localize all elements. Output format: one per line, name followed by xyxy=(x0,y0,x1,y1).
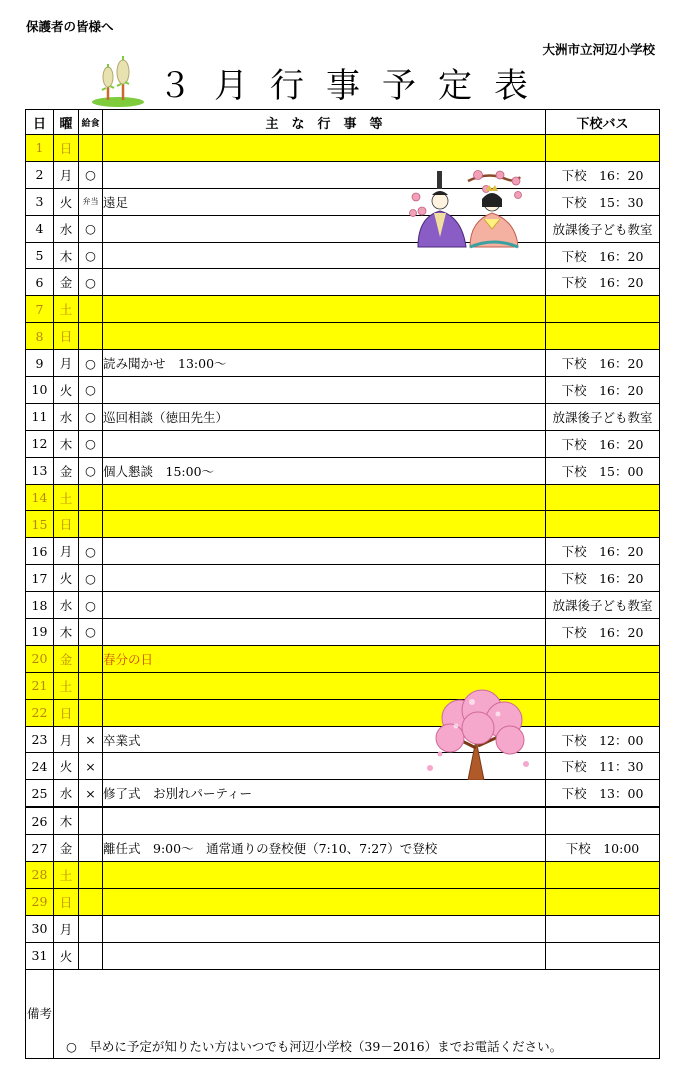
lunch-cell: ○ xyxy=(79,565,103,592)
table-row xyxy=(26,862,660,889)
school-name: 大洲市立河辺小学校 xyxy=(542,42,655,57)
bus-cell: 下校 16：20 xyxy=(546,430,660,457)
day-cell: 19 xyxy=(26,619,54,646)
dow-cell: 月 xyxy=(54,538,79,565)
event-cell xyxy=(103,484,546,511)
dow-cell: 月 xyxy=(54,726,79,753)
dow-cell: 土 xyxy=(54,672,79,699)
table-row xyxy=(26,807,660,834)
day-cell: 16 xyxy=(26,538,54,565)
bus-cell: 放課後子ども教室 xyxy=(546,403,660,430)
dow-cell: 水 xyxy=(54,215,79,242)
cherry-tree-icon xyxy=(422,688,532,780)
event-cell xyxy=(103,807,546,834)
lunch-cell xyxy=(79,835,103,862)
greeting: 保護者の皆様へ xyxy=(26,19,114,34)
col-day: 日 xyxy=(26,110,54,135)
lunch-cell xyxy=(79,807,103,834)
table-header xyxy=(26,110,660,135)
bus-cell: 下校 16：20 xyxy=(546,269,660,296)
lunch-cell: × xyxy=(79,780,103,807)
bus-cell xyxy=(546,135,660,162)
table-row xyxy=(26,565,660,592)
table-row xyxy=(26,484,660,511)
dow-cell: 水 xyxy=(54,592,79,619)
lunch-cell: ○ xyxy=(79,161,103,188)
event-cell xyxy=(103,377,546,404)
bus-cell: 下校 16：20 xyxy=(546,619,660,646)
bus-cell xyxy=(546,484,660,511)
table-row xyxy=(26,242,660,269)
bus-cell: 放課後子ども教室 xyxy=(546,215,660,242)
table-row xyxy=(26,403,660,430)
day-cell: 6 xyxy=(26,269,54,296)
lunch-cell: ○ xyxy=(79,269,103,296)
table-row xyxy=(26,753,660,780)
bus-cell xyxy=(546,645,660,672)
bus-cell xyxy=(546,511,660,538)
bus-cell: 下校 16：20 xyxy=(546,161,660,188)
day-cell: 23 xyxy=(26,726,54,753)
table-row xyxy=(26,780,660,807)
day-cell: 10 xyxy=(26,377,54,404)
bus-cell: 放課後子ども教室 xyxy=(546,592,660,619)
table-row xyxy=(26,619,660,646)
event-cell xyxy=(103,511,546,538)
event-cell: 遠足 xyxy=(103,188,546,215)
dow-cell: 月 xyxy=(54,350,79,377)
lunch-cell xyxy=(79,942,103,969)
dow-cell: 火 xyxy=(54,942,79,969)
dow-cell: 土 xyxy=(54,862,79,889)
table-row xyxy=(26,323,660,350)
event-cell xyxy=(103,565,546,592)
event-cell: 修了式 お別れパーティー xyxy=(103,780,546,807)
dow-cell: 火 xyxy=(54,753,79,780)
table-row xyxy=(26,269,660,296)
bus-cell xyxy=(546,672,660,699)
lunch-cell xyxy=(79,484,103,511)
day-cell: 5 xyxy=(26,242,54,269)
dow-cell: 月 xyxy=(54,915,79,942)
table-row xyxy=(26,135,660,162)
day-cell: 24 xyxy=(26,753,54,780)
day-cell: 8 xyxy=(26,323,54,350)
bus-cell: 下校 12：00 xyxy=(546,726,660,753)
day-cell: 31 xyxy=(26,942,54,969)
event-cell xyxy=(103,430,546,457)
bus-cell: 下校 15：30 xyxy=(546,188,660,215)
table-row xyxy=(26,699,660,726)
lunch-cell: ○ xyxy=(79,215,103,242)
day-cell: 21 xyxy=(26,672,54,699)
dow-cell: 火 xyxy=(54,188,79,215)
table-row xyxy=(26,296,660,323)
lunch-cell: × xyxy=(79,753,103,780)
lunch-cell xyxy=(79,672,103,699)
lunch-cell xyxy=(79,511,103,538)
schedule-table xyxy=(25,109,660,1059)
day-cell: 25 xyxy=(26,780,54,807)
day-cell: 12 xyxy=(26,430,54,457)
event-cell xyxy=(103,619,546,646)
dow-cell: 木 xyxy=(54,430,79,457)
lunch-cell xyxy=(79,296,103,323)
day-cell: 22 xyxy=(26,699,54,726)
dow-cell: 火 xyxy=(54,565,79,592)
day-cell: 30 xyxy=(26,915,54,942)
lunch-cell xyxy=(79,323,103,350)
bus-cell: 下校 16：20 xyxy=(546,242,660,269)
event-cell xyxy=(103,942,546,969)
bus-cell xyxy=(546,699,660,726)
col-bus: 下校バス xyxy=(546,110,660,135)
dow-cell: 日 xyxy=(54,511,79,538)
day-cell: 18 xyxy=(26,592,54,619)
table-row xyxy=(26,942,660,969)
col-events: 主 な 行 事 等 xyxy=(103,110,546,135)
bus-cell xyxy=(546,888,660,915)
dow-cell: 月 xyxy=(54,161,79,188)
day-cell: 13 xyxy=(26,457,54,484)
event-cell xyxy=(103,915,546,942)
day-cell: 27 xyxy=(26,835,54,862)
lunch-cell: ○ xyxy=(79,403,103,430)
dow-cell: 土 xyxy=(54,296,79,323)
lunch-cell: ○ xyxy=(79,377,103,404)
day-cell: 15 xyxy=(26,511,54,538)
dow-cell: 金 xyxy=(54,457,79,484)
event-cell: 個人懇談 15:00～ xyxy=(103,457,546,484)
day-cell: 28 xyxy=(26,862,54,889)
notes-label: 備考 xyxy=(26,969,54,1058)
dow-cell: 日 xyxy=(54,135,79,162)
bus-cell xyxy=(546,915,660,942)
lunch-cell: ○ xyxy=(79,350,103,377)
table-row xyxy=(26,430,660,457)
bus-cell: 下校 10:00 xyxy=(546,835,660,862)
col-dow: 曜 xyxy=(54,110,79,135)
bus-cell: 下校 16：20 xyxy=(546,565,660,592)
table-row xyxy=(26,377,660,404)
bus-cell: 下校 16：20 xyxy=(546,377,660,404)
bus-cell: 下校 16：20 xyxy=(546,350,660,377)
table-row xyxy=(26,592,660,619)
dow-cell: 木 xyxy=(54,242,79,269)
day-cell: 26 xyxy=(26,807,54,834)
event-cell xyxy=(103,269,546,296)
table-row xyxy=(26,538,660,565)
event-cell xyxy=(103,862,546,889)
event-cell xyxy=(103,888,546,915)
day-cell: 3 xyxy=(26,188,54,215)
lunch-cell: × xyxy=(79,726,103,753)
lunch-cell: ○ xyxy=(79,619,103,646)
lunch-cell: 弁当 xyxy=(79,188,103,215)
dow-cell: 土 xyxy=(54,484,79,511)
lunch-cell xyxy=(79,135,103,162)
lunch-cell xyxy=(79,862,103,889)
lunch-cell xyxy=(79,915,103,942)
dow-cell: 水 xyxy=(54,780,79,807)
day-cell: 2 xyxy=(26,161,54,188)
event-cell: 離任式 9:00～ 通常通りの登校便（7:10、7:27）で登校 xyxy=(103,835,546,862)
day-cell: 20 xyxy=(26,645,54,672)
bus-cell: 下校 15：00 xyxy=(546,457,660,484)
lunch-cell xyxy=(79,888,103,915)
table-row xyxy=(26,215,660,242)
day-cell: 7 xyxy=(26,296,54,323)
dow-cell: 木 xyxy=(54,619,79,646)
hina-dolls-icon xyxy=(408,167,528,251)
table-row xyxy=(26,457,660,484)
bus-cell: 下校 16：20 xyxy=(546,538,660,565)
event-cell xyxy=(103,135,546,162)
table-row xyxy=(26,888,660,915)
dow-cell: 金 xyxy=(54,269,79,296)
event-cell xyxy=(103,538,546,565)
lunch-cell: ○ xyxy=(79,457,103,484)
dow-cell: 日 xyxy=(54,888,79,915)
event-cell xyxy=(103,592,546,619)
notes-row xyxy=(26,969,660,1058)
col-lunch: 給食 xyxy=(79,110,103,135)
table-row xyxy=(26,726,660,753)
dow-cell: 木 xyxy=(54,807,79,834)
table-row xyxy=(26,835,660,862)
table-row xyxy=(26,672,660,699)
lunch-cell: ○ xyxy=(79,430,103,457)
dow-cell: 金 xyxy=(54,645,79,672)
table-row xyxy=(26,511,660,538)
lunch-cell: ○ xyxy=(79,538,103,565)
notes-text: ○ 早めに予定が知りたい方はいつでも河辺小学校（39－2016）までお電話ください。 xyxy=(54,969,660,1058)
lunch-cell: ○ xyxy=(79,592,103,619)
tsubaki-sprouts-icon xyxy=(90,50,146,108)
event-cell: 読み聞かせ 13:00～ xyxy=(103,350,546,377)
event-cell: 春分の日 xyxy=(103,645,546,672)
event-cell: 巡回相談（徳田先生） xyxy=(103,403,546,430)
day-cell: 11 xyxy=(26,403,54,430)
day-cell: 29 xyxy=(26,888,54,915)
lunch-cell xyxy=(79,699,103,726)
day-cell: 1 xyxy=(26,135,54,162)
bus-cell xyxy=(546,862,660,889)
dow-cell: 火 xyxy=(54,377,79,404)
table-row xyxy=(26,915,660,942)
page-title: ３月行事予定表 xyxy=(158,66,550,106)
dow-cell: 水 xyxy=(54,403,79,430)
bus-cell: 下校 13：00 xyxy=(546,780,660,807)
bus-cell xyxy=(546,323,660,350)
dow-cell: 日 xyxy=(54,699,79,726)
bus-cell xyxy=(546,807,660,834)
bus-cell xyxy=(546,942,660,969)
table-row xyxy=(26,188,660,215)
event-cell xyxy=(103,323,546,350)
bus-cell xyxy=(546,296,660,323)
table-row xyxy=(26,645,660,672)
lunch-cell: ○ xyxy=(79,242,103,269)
day-cell: 17 xyxy=(26,565,54,592)
bus-cell: 下校 11：30 xyxy=(546,753,660,780)
table-row xyxy=(26,161,660,188)
day-cell: 4 xyxy=(26,215,54,242)
dow-cell: 金 xyxy=(54,835,79,862)
lunch-cell xyxy=(79,645,103,672)
dow-cell: 日 xyxy=(54,323,79,350)
day-cell: 9 xyxy=(26,350,54,377)
day-cell: 14 xyxy=(26,484,54,511)
table-row xyxy=(26,350,660,377)
event-cell xyxy=(103,296,546,323)
event-cell: 卒業式 xyxy=(103,726,546,753)
